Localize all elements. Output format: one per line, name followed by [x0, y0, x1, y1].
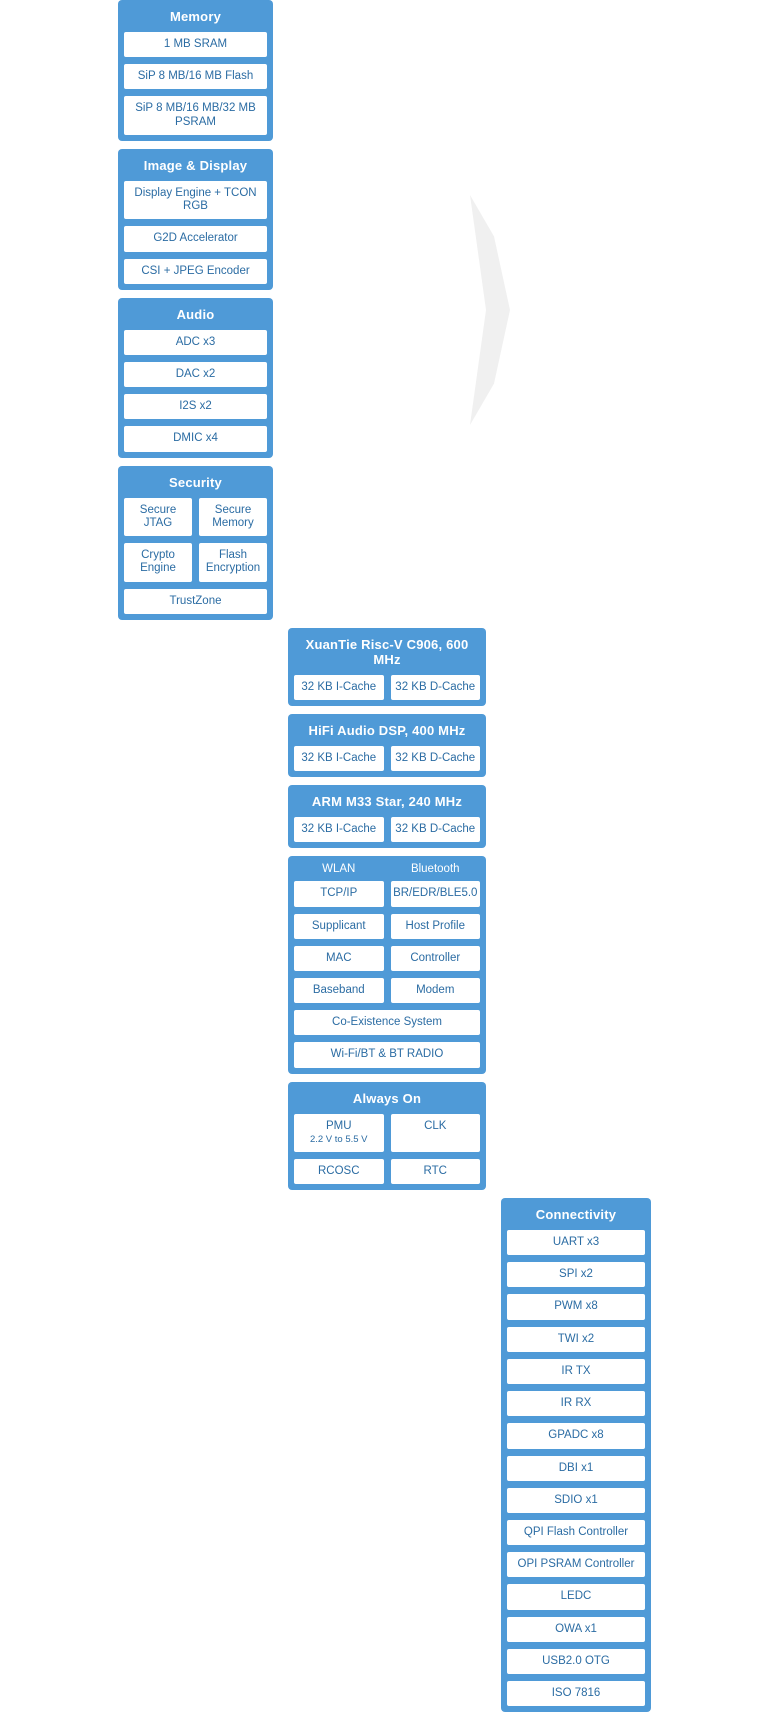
dsp-cache-row	[293, 745, 481, 772]
group-security	[118, 466, 273, 620]
cell-ir-rx[interactable]: IR RX	[506, 1390, 646, 1417]
always-on-row-2	[293, 1158, 481, 1185]
cell-gpadc[interactable]: GPADC x8	[506, 1422, 646, 1449]
group-memory	[118, 0, 273, 141]
cell-tcp-ip[interactable]: TCP/IP	[293, 880, 385, 907]
m33-cache-row	[293, 816, 481, 843]
cell-usb-otg[interactable]: USB2.0 OTG	[506, 1648, 646, 1675]
security-row-2	[123, 542, 268, 582]
group-wireless	[288, 856, 486, 1073]
cell-secure-jtag[interactable]: Secure JTAG	[123, 497, 193, 537]
cell-m33-dcache[interactable]: 32 KB D-Cache	[390, 816, 482, 843]
group-audio	[118, 298, 273, 458]
wireless-row-2	[293, 913, 481, 940]
cell-trustzone[interactable]: TrustZone	[123, 588, 268, 615]
cell-crypto-engine[interactable]: Crypto Engine	[123, 542, 193, 582]
subhead-bluetooth: Bluetooth	[410, 863, 460, 876]
cell-clk[interactable]: CLK	[390, 1113, 482, 1153]
group-title-security: Security	[169, 474, 222, 490]
decorative-arrow-watermark	[470, 195, 510, 425]
cell-ledc[interactable]: LEDC	[506, 1583, 646, 1610]
column-left	[118, 0, 273, 620]
group-title-image-display: Image & Display	[143, 157, 248, 173]
cell-modem[interactable]: Modem	[390, 977, 482, 1004]
cell-owa[interactable]: OWA x1	[506, 1616, 646, 1643]
cell-secure-memory[interactable]: Secure Memory	[198, 497, 268, 537]
column-right	[501, 1198, 651, 1712]
column-middle	[288, 628, 486, 1190]
subhead-wlan: WLAN	[322, 863, 356, 876]
cell-adc[interactable]: ADC x3	[123, 329, 268, 356]
cell-rtc[interactable]: RTC	[390, 1158, 482, 1185]
cell-rcosc[interactable]: RCOSC	[293, 1158, 385, 1185]
cell-flash-encryption[interactable]: Flash Encryption	[198, 542, 268, 582]
cell-twi[interactable]: TWI x2	[506, 1326, 646, 1353]
group-always-on	[288, 1082, 486, 1190]
cell-supplicant[interactable]: Supplicant	[293, 913, 385, 940]
cell-host-profile[interactable]: Host Profile	[390, 913, 482, 940]
cell-dsp-dcache[interactable]: 32 KB D-Cache	[390, 745, 482, 772]
cell-psram[interactable]: SiP 8 MB/16 MB/32 MB PSRAM	[123, 95, 268, 135]
wireless-row-1	[293, 880, 481, 907]
security-row-1	[123, 497, 268, 537]
cell-flash[interactable]: SiP 8 MB/16 MB Flash	[123, 63, 268, 90]
cell-dac[interactable]: DAC x2	[123, 361, 268, 388]
group-title-arm-m33: ARM M33 Star, 240 MHz	[311, 794, 463, 810]
group-title-always-on: Always On	[352, 1090, 422, 1106]
group-arm-m33	[288, 785, 486, 848]
group-title-memory: Memory	[169, 9, 222, 24]
cell-uart[interactable]: UART x3	[506, 1229, 646, 1256]
cell-g2d-accelerator[interactable]: G2D Accelerator	[123, 225, 268, 252]
cell-controller[interactable]: Controller	[390, 945, 482, 972]
wireless-subheads	[293, 861, 481, 880]
group-title-riscv-c906: XuanTie Risc-V C906, 600 MHz	[305, 636, 469, 667]
group-riscv-c906	[288, 628, 486, 706]
cell-pwm[interactable]: PWM x8	[506, 1293, 646, 1320]
group-hifi-dsp	[288, 714, 486, 777]
cell-opi-psram-controller[interactable]: OPI PSRAM Controller	[506, 1551, 646, 1578]
cell-iso7816[interactable]: ISO 7816	[506, 1680, 646, 1707]
wireless-row-4	[293, 977, 481, 1004]
cell-mac[interactable]: MAC	[293, 945, 385, 972]
cell-coexistence-system[interactable]: Co-Existence System	[293, 1009, 481, 1036]
cell-dsp-icache[interactable]: 32 KB I-Cache	[293, 745, 385, 772]
cell-qpi-flash-controller[interactable]: QPI Flash Controller	[506, 1519, 646, 1546]
cell-pmu[interactable]	[293, 1113, 385, 1153]
cell-riscv-dcache[interactable]: 32 KB D-Cache	[390, 674, 482, 701]
cell-dbi[interactable]: DBI x1	[506, 1455, 646, 1482]
cell-ir-tx[interactable]: IR TX	[506, 1358, 646, 1385]
group-title-audio: Audio	[176, 306, 215, 322]
cell-m33-icache[interactable]: 32 KB I-Cache	[293, 816, 385, 843]
cell-spi[interactable]: SPI x2	[506, 1261, 646, 1288]
cell-display-engine[interactable]: Display Engine + TCON RGB	[123, 180, 268, 220]
wireless-row-3	[293, 945, 481, 972]
cell-dmic[interactable]: DMIC x4	[123, 425, 268, 452]
cell-i2s[interactable]: I2S x2	[123, 393, 268, 420]
group-title-connectivity: Connectivity	[535, 1207, 617, 1223]
group-connectivity	[501, 1198, 651, 1712]
cell-br-edr-ble[interactable]: BR/EDR/BLE5.0	[390, 880, 482, 907]
cell-pmu-label: PMU	[325, 1119, 352, 1132]
group-title-hifi-dsp: HiFi Audio DSP, 400 MHz	[308, 722, 466, 738]
cell-wifi-bt-radio[interactable]: Wi-Fi/BT & BT RADIO	[293, 1041, 481, 1068]
cell-baseband[interactable]: Baseband	[293, 977, 385, 1004]
riscv-cache-row	[293, 674, 481, 701]
cell-sdio[interactable]: SDIO x1	[506, 1487, 646, 1514]
cell-sram[interactable]: 1 MB SRAM	[123, 31, 268, 58]
always-on-row-1	[293, 1113, 481, 1153]
cell-pmu-voltage: 2.2 V to 5.5 V	[309, 1133, 368, 1145]
cell-csi-jpeg-encoder[interactable]: CSI + JPEG Encoder	[123, 258, 268, 285]
cell-riscv-icache[interactable]: 32 KB I-Cache	[293, 674, 385, 701]
group-image-display	[118, 149, 273, 290]
